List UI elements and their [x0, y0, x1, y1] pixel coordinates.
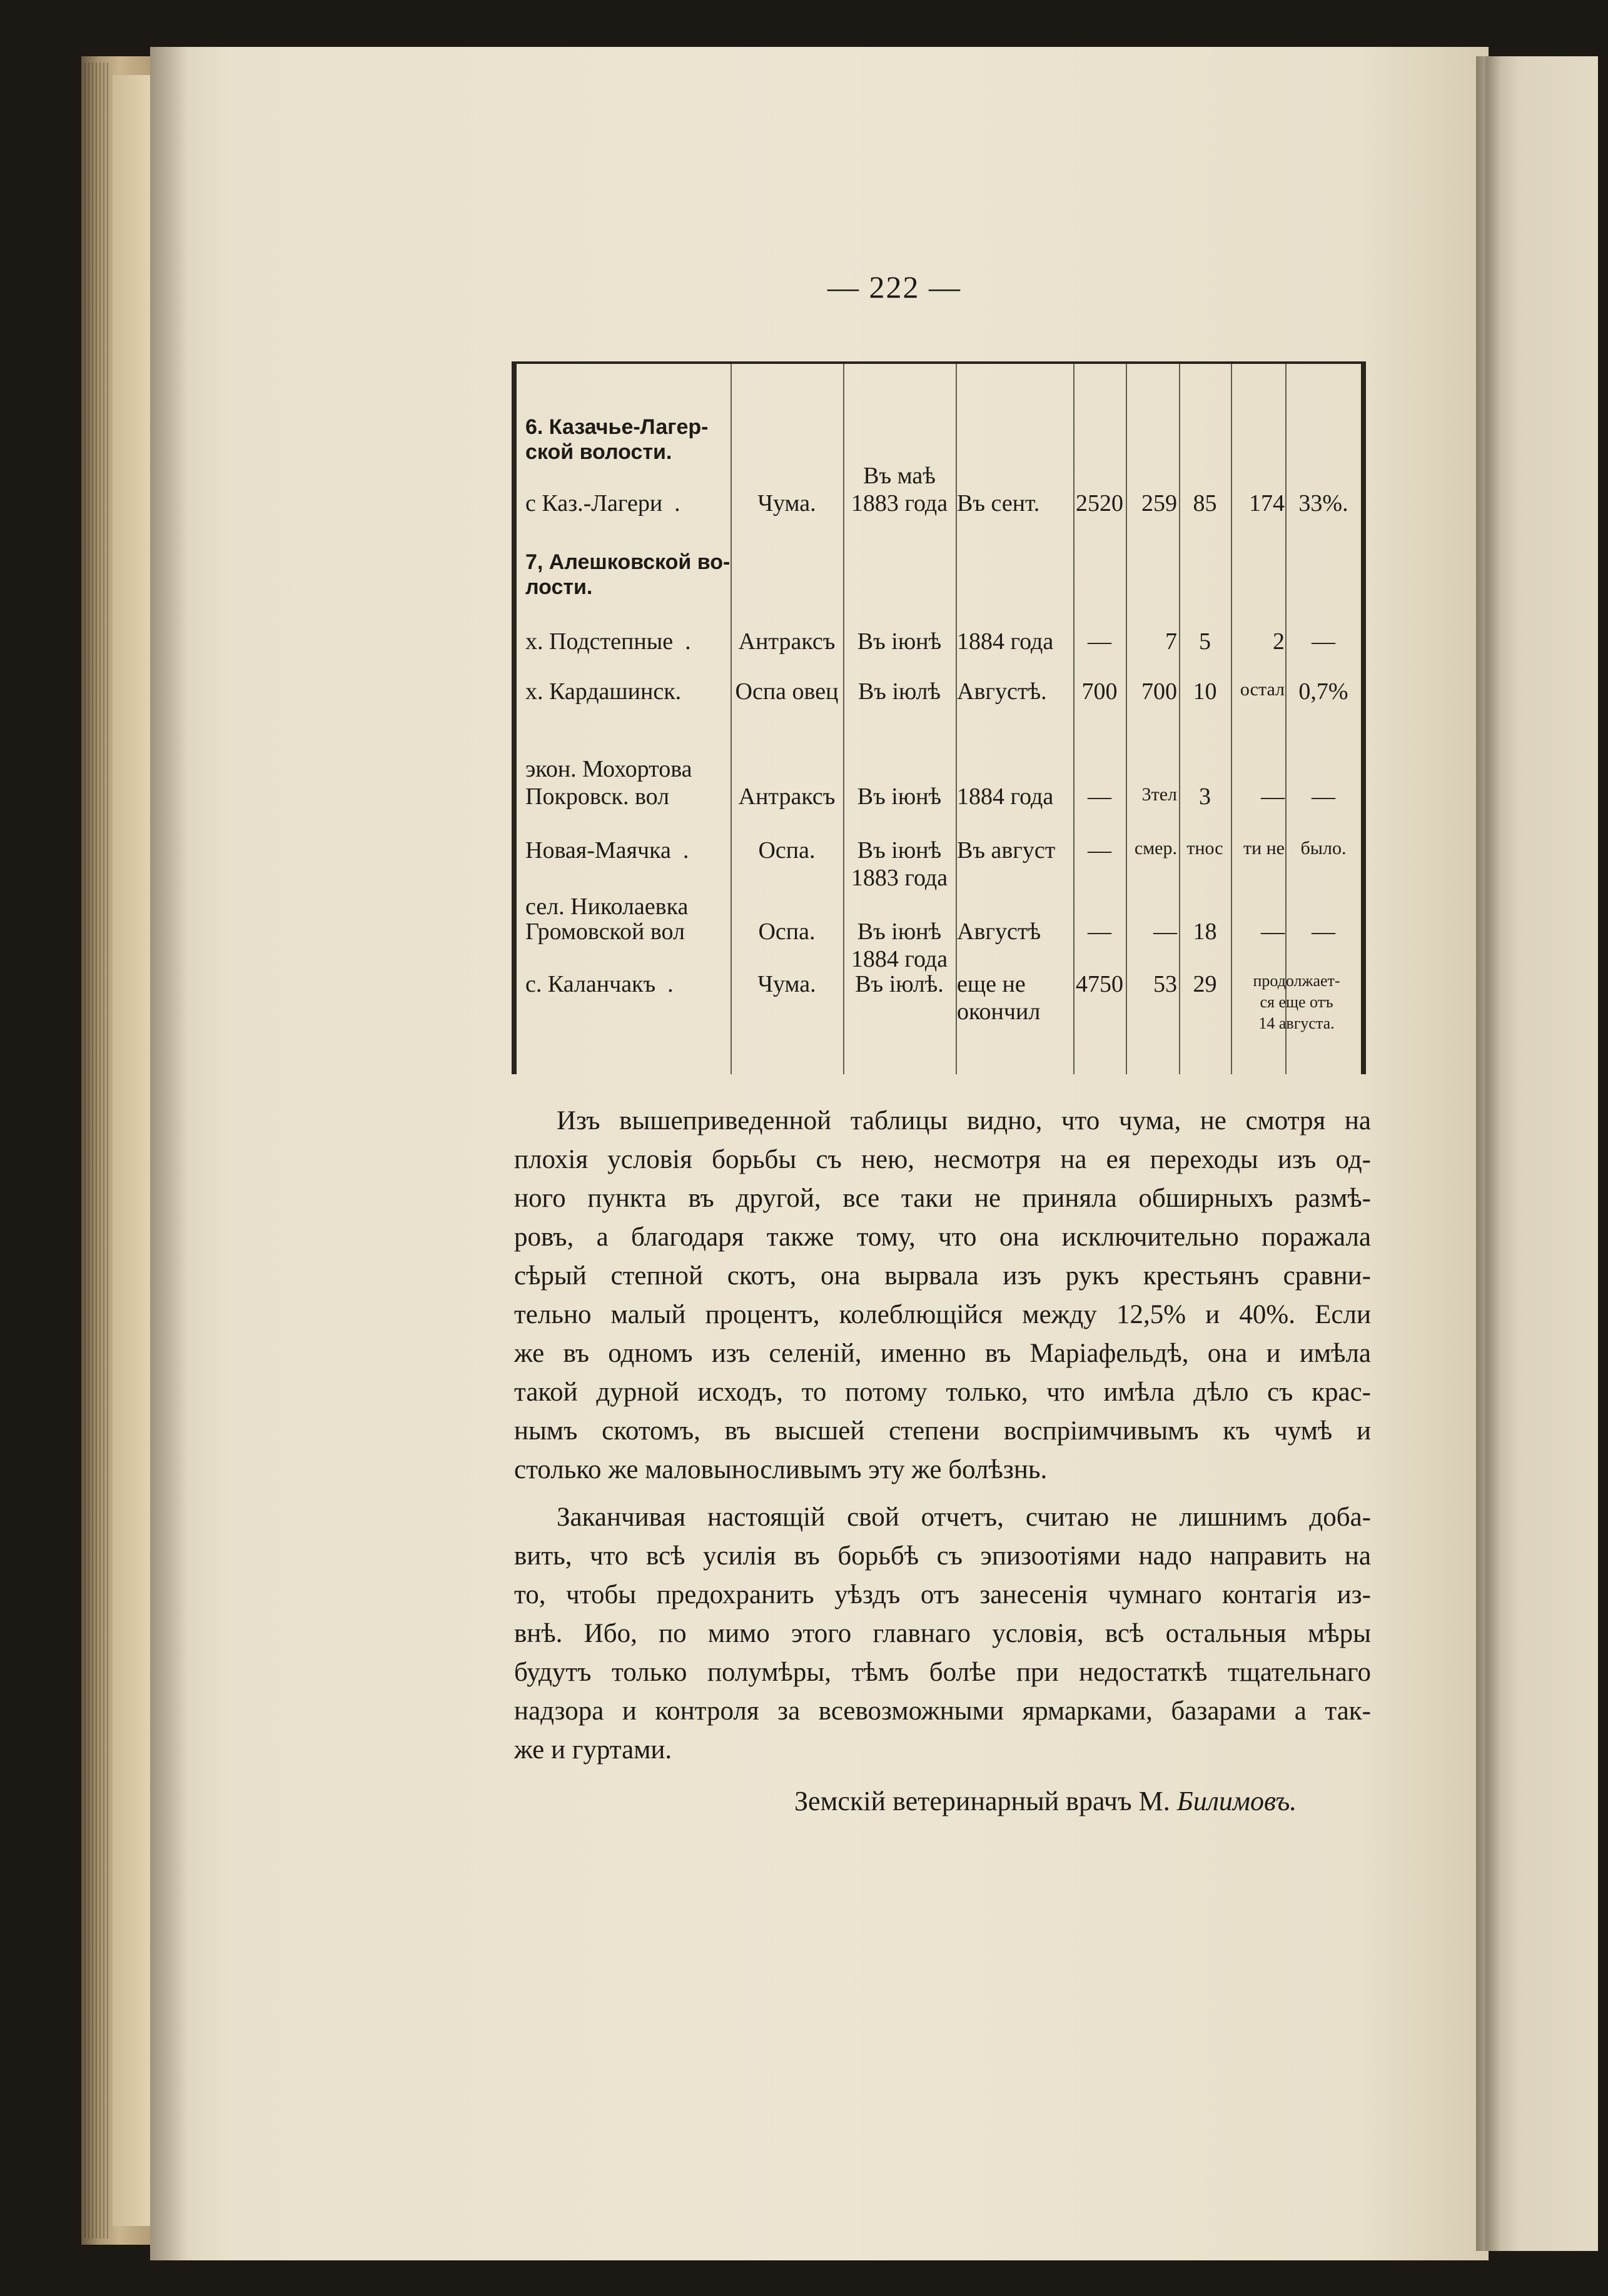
table-cell-c1: — [1088, 919, 1111, 945]
table-cell-start: Въ іюлѣ [857, 678, 941, 705]
table-cell-c3: 3 [1199, 783, 1211, 810]
table-cell-c4: ти не [1243, 838, 1285, 858]
text-line: то, чтобы предохранить уѣздъ отъ занесенія чумнаго контагія из- [514, 1580, 1371, 1609]
table-cell-start: Въ іюнѣ 1883 года [851, 837, 948, 891]
table-cell-end: Августѣ [957, 919, 1041, 945]
table-cell-c2: 53 [1153, 971, 1177, 997]
table-cell-c2: — [1153, 919, 1177, 945]
table-cell-c1: 2520 [1076, 490, 1123, 516]
table-cell-end: еще не окончил [957, 971, 1041, 1025]
table-cell-name: с. Каланчакъ . [525, 971, 674, 997]
table-cell-name: Громовской вол [525, 919, 685, 945]
table-cell-start: Въ іюнѣ [857, 783, 942, 810]
table-cell-name: 7, Алешковской во- [525, 550, 731, 574]
table-cell-name: 6. Казачье-Лагер- [525, 415, 709, 439]
table-cell-c4: — [1261, 919, 1285, 945]
table-cell-name: х. Подстепные . [525, 628, 691, 655]
table-cell-c1: — [1088, 628, 1111, 655]
table-cell-c2: 259 [1141, 490, 1177, 516]
text-line: будутъ только полумѣры, тѣмъ болѣе при недостаткѣ тщательнаго [514, 1658, 1371, 1687]
table-cell-c3: 10 [1193, 678, 1217, 705]
table-cell-c5: — [1312, 919, 1335, 945]
table-cell-c2: 700 [1141, 678, 1177, 705]
table-cell-c5: 0,7% [1298, 678, 1348, 705]
table-cell-c4: 2 [1273, 628, 1285, 655]
table-cell-end: 1884 года [957, 783, 1054, 810]
table-cell-c1: 4750 [1076, 971, 1123, 997]
table-cell-c1: — [1088, 837, 1111, 864]
next-page-shadow [1476, 56, 1501, 2251]
table-cell-disease: Антраксъ [738, 783, 836, 810]
text-line: такой дурной исходъ, то потому только, что имѣла дѣло съ крас- [514, 1377, 1371, 1407]
text-line: Изъ вышеприведенной таблицы видно, что чума, не смотря на [557, 1106, 1371, 1135]
table-cell-name: с Каз.-Лагери . [525, 490, 680, 516]
signature-prefix: Земскій ветеринарный врачъ М. [794, 1786, 1170, 1816]
text-line: же и гуртами. [514, 1735, 672, 1765]
text-line: Заканчивая настоящій свой отчетъ, считаю не лишнимъ доба- [557, 1503, 1371, 1532]
table-cell-disease: Чума. [757, 490, 816, 516]
text-line: сѣрый степной скотъ, она вырвала изъ рукъ крестьянъ сравни- [514, 1261, 1371, 1291]
table-cell-start: Въ іюнѣ [857, 628, 942, 655]
table-cell-name: сел. Николаевка [525, 894, 689, 920]
table-cell-c5: — [1312, 628, 1335, 655]
text-line: тельно малый процентъ, колеблющійся между 12,5% и 40%. Если [514, 1300, 1371, 1329]
table-cell-c4: остал [1240, 679, 1285, 700]
table-cell-start: Въ маѣ 1883 года [851, 463, 948, 516]
table-cell-c1: — [1088, 783, 1111, 810]
table-cell-c1: 700 [1081, 678, 1118, 705]
table-cell-c2: смер. [1134, 838, 1177, 858]
table-cell-c3: 29 [1193, 971, 1217, 997]
table-cell-c2: 3тел [1141, 784, 1177, 805]
data-table [512, 361, 1366, 1074]
column-divider [1285, 361, 1287, 1074]
table-cell-c3: 85 [1193, 490, 1217, 516]
table-cell-c4: 174 [1249, 490, 1285, 516]
table-cell-c4: — [1261, 783, 1285, 810]
text-line: нымъ скотомъ, въ высшей степени воспріимчивымъ къ чумѣ и [514, 1416, 1371, 1446]
column-divider [1179, 361, 1180, 1074]
table-cell-end: Августѣ. [957, 678, 1047, 705]
text-line: столько же маловыносливымъ эту же болѣзнь. [514, 1455, 1048, 1484]
column-divider [1231, 361, 1232, 1074]
column-divider [1126, 361, 1127, 1074]
text-line: вить, что всѣ усилія въ борьбѣ съ эпизоотіями надо направить на [514, 1541, 1371, 1571]
table-border-top [512, 361, 1366, 364]
table-cell-name: х. Кардашинск. [525, 678, 682, 705]
text-line: же въ одномъ изъ селеній, именно въ Маріафельдѣ, она и имѣла [514, 1339, 1371, 1368]
table-cell-c5: 33%. [1298, 490, 1348, 516]
table-border-left [512, 361, 517, 1074]
column-divider [956, 361, 957, 1074]
table-cell-end: Въ сент. [957, 490, 1040, 516]
table-cell-c5: — [1312, 783, 1335, 810]
table-cell-start: Въ іюнѣ 1884 года [851, 919, 948, 972]
table-cell-c2: 7 [1165, 628, 1177, 655]
table-cell-end: 1884 года [957, 628, 1054, 655]
table-cell-disease: Оспа овец [735, 678, 839, 705]
text-line: плохія условія борьбы съ нею, несмотря на ея переходы изъ од- [514, 1145, 1371, 1174]
table-cell-name: экон. Мохортова [525, 756, 692, 782]
text-line: ровъ, а благодаря также тому, что она исключительно поражала [514, 1222, 1371, 1252]
table-cell-c5: было. [1300, 838, 1347, 858]
signature-name: Билимовъ. [1176, 1786, 1297, 1816]
table-cell-start: Въ іюлѣ. [855, 971, 944, 997]
gutter-shadow [150, 47, 188, 2260]
table-cell-c3: тнос [1186, 838, 1223, 858]
table-cell-c4: продолжает- ся еще отъ 14 августа. [1253, 972, 1340, 1032]
text-line: внѣ. Ибо, по мимо этого главнаго условія, всѣ остальныя мѣры [514, 1619, 1371, 1648]
table-border-right [1361, 361, 1366, 1074]
next-page-edge [1485, 56, 1598, 2251]
table-cell-disease: Чума. [757, 971, 816, 997]
table-cell-name: лости. [525, 575, 593, 599]
paragraph-1 [514, 1102, 1371, 1489]
book-page-edges [84, 63, 109, 2238]
table-cell-c3: 18 [1193, 919, 1217, 945]
table-cell-name: Новая-Маячка . [525, 837, 689, 864]
column-divider [1073, 361, 1075, 1074]
column-divider [731, 361, 732, 1074]
text-line: надзора и контроля за всевозможными ярмарками, базарами а так- [514, 1696, 1371, 1726]
table-cell-c3: 5 [1199, 628, 1211, 655]
table-cell-name: Покровск. вол [525, 783, 670, 810]
text-line: ного пункта въ другой, все таки не приняла обширныхъ размѣ- [514, 1184, 1371, 1213]
table-cell-disease: Антраксъ [738, 628, 836, 655]
page-number: — 222 — [827, 269, 961, 305]
paragraph-2 [514, 1498, 1371, 1770]
signature [794, 1785, 1297, 1817]
table-cell-disease: Оспа. [758, 919, 816, 945]
table-cell-name: ской волости. [525, 440, 672, 464]
table-cell-disease: Оспа. [758, 837, 816, 864]
table-cell-end: Въ август [957, 837, 1056, 864]
